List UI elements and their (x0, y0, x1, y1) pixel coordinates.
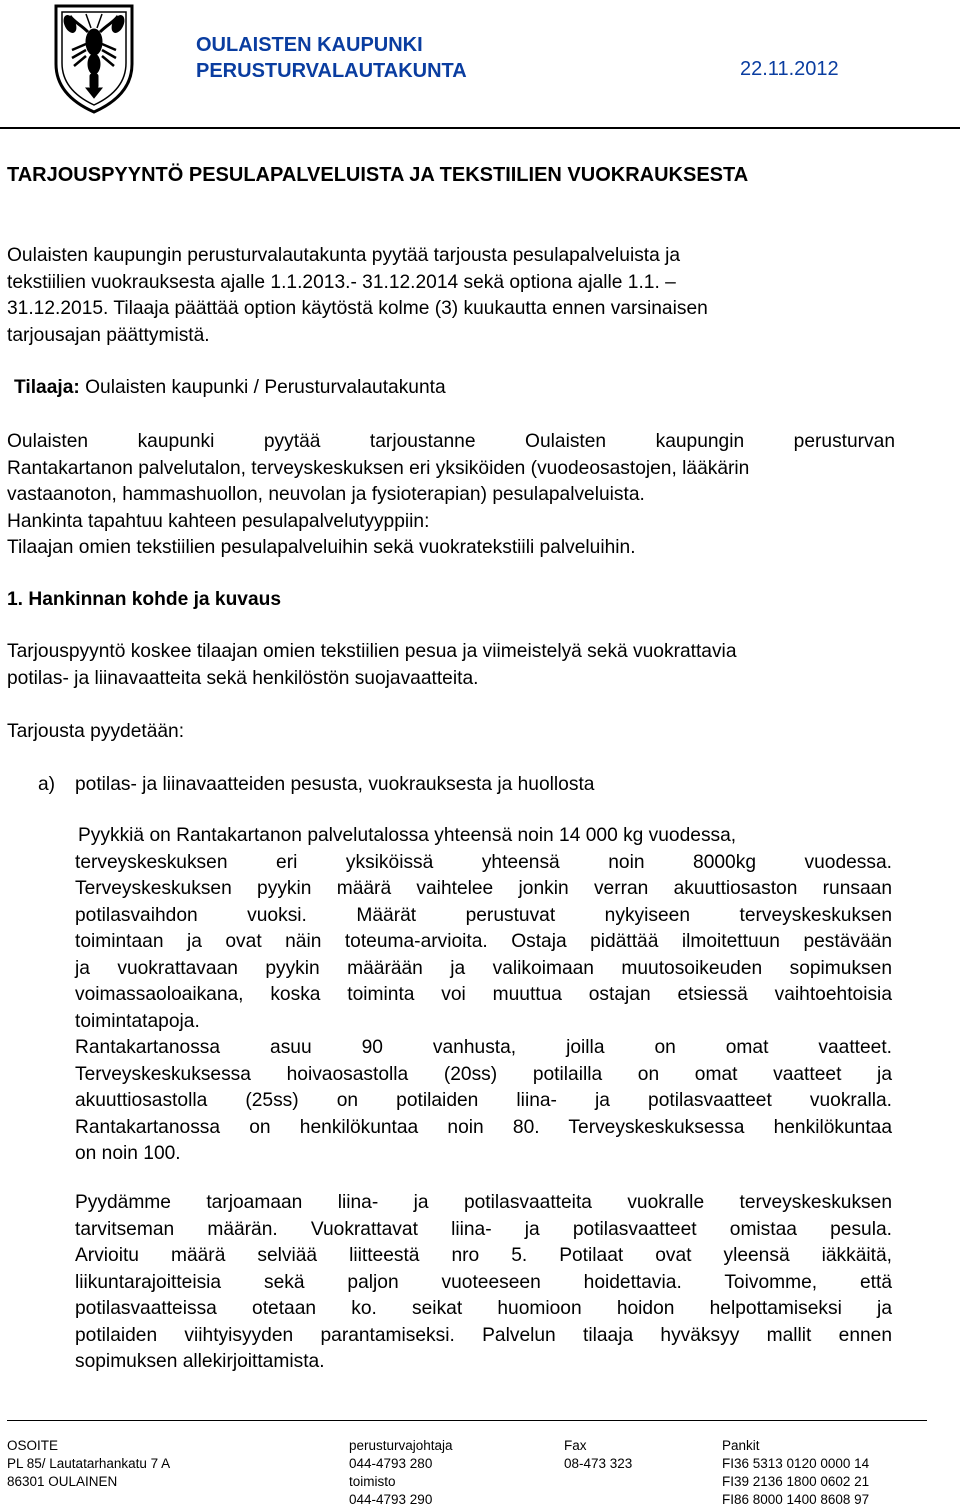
footer-divider (7, 1420, 927, 1421)
section-1-paragraph (7, 639, 897, 692)
intro-line: Oulaisten kaupungin perusturvalautakunta pyytää tarjousta pesulapalveluista ja (7, 245, 681, 266)
section-1-heading: 1. Hankinnan kohde ja kuvaus (7, 589, 282, 610)
document-date: 22.11.2012 (740, 58, 839, 80)
detail-line: liikuntarajoitteisia sekä paljon vuoteeseen hoidettavia. Toivomme, että (75, 1271, 892, 1293)
detail-line: Terveyskeskuksessa hoivaosastolla (20ss) potilailla on omat vaatteet ja (75, 1063, 892, 1085)
footer-banks (722, 1437, 869, 1509)
detail-line: tarvitseman määrän. Vuokrattavat liina- ja potilasvaatteet omistaa pesula. (75, 1218, 892, 1240)
detail-line: Rantakartanossa asuu 90 vanhusta, joilla on omat vaatteet. (75, 1037, 892, 1058)
request-line: Oulaisten kaupunki pyytää tarjoustanne Oulaisten kaupungin perusturvan (7, 431, 895, 452)
office-label: toimisto (349, 1474, 396, 1489)
detail-line: Pyydämme tarjoamaan liina- ja potilasvaatteita vuokralle terveyskeskuksen (75, 1192, 892, 1213)
detail-line: sopimuksen allekirjoittamista. (75, 1351, 325, 1372)
bank-account: FI36 5313 0120 0000 14 (722, 1456, 870, 1471)
banks-label: Pankit (722, 1438, 760, 1453)
crayfish-crest-logo (50, 2, 138, 114)
footer-fax (564, 1437, 632, 1473)
board-name: PERUSTURVALAUTAKUNTA (196, 60, 467, 82)
section-1-line: potilas- ja liinavaatteita sekä henkilöstön suojavaatteita. (7, 667, 479, 689)
request-line: vastaanoton, hammashuollon, neuvolan ja fysioterapian) pesulapalveluista. (7, 484, 645, 505)
detail-line: on noin 100. (75, 1143, 181, 1164)
requested-label: Tarjousta pyydetään: (7, 721, 185, 742)
detail-line: Rantakartanossa on henkilökuntaa noin 80. Terveyskeskuksessa henkilökuntaa (75, 1116, 892, 1138)
fax-label: Fax (564, 1438, 587, 1453)
detail-line: Pyykkiä on Rantakartanon palvelutalossa yhteensä noin 14 000 kg vuodessa, (78, 825, 737, 846)
director-label: perusturvajohtaja (349, 1438, 453, 1453)
request-paragraph (7, 429, 895, 562)
bank-account: FI86 8000 1400 8608 97 (722, 1492, 870, 1507)
detail-line: Terveyskeskuksen pyykin määrä vaihtelee jonkin verran akuuttiosaston runsaan (75, 878, 892, 899)
footer-address (7, 1437, 170, 1491)
intro-line: 31.12.2015. Tilaaja päättää option käytöstä kolme (3) kuukautta ennen varsinaisen (7, 298, 708, 319)
footer-phones (349, 1437, 453, 1509)
fax-number: 08-473 323 (564, 1456, 633, 1471)
item-a-marker: a) (38, 774, 56, 795)
document-title: TARJOUSPYYNTÖ PESULAPALVELUISTA JA TEKSTIILIEN VUOKRAUKSESTA (7, 164, 749, 186)
intro-line: tarjousajan päättymistä. (7, 324, 210, 346)
organization-name: OULAISTEN KAUPUNKI (196, 34, 423, 56)
client-line (14, 375, 446, 402)
address-city: 86301 OULAINEN (7, 1474, 118, 1489)
request-line: Hankinta tapahtuu kahteen pesulapalvelutyyppiin: (7, 510, 430, 532)
detail-line: potilasvaihdon vuoksi. Määrät perustuvat nykyiseen terveyskeskuksen (75, 904, 892, 926)
detail-paragraph-1 (75, 823, 892, 1168)
client-label: Tilaaja: (14, 377, 80, 398)
detail-line: Arvioitu määrä selviää liitteestä nro 5. Potilaat ovat yleensä iäkkäitä, (75, 1245, 892, 1266)
detail-paragraph-2 (75, 1190, 892, 1376)
detail-line: voimassaoloaikana, koska toiminta voi muuttua ostajan etsiessä vaihtoehtoisia (75, 984, 892, 1005)
address-label: OSOITE (7, 1438, 59, 1453)
detail-line: potilasvaatteissa otetaan ko. seikat huomioon hoidon helpottamiseksi ja (75, 1298, 892, 1319)
detail-line: ja vuokrattavaan pyykin määrään ja valikoimaan muutosoikeuden sopimuksen (75, 957, 892, 979)
detail-line: akuuttiosastolla (25ss) on potilaiden liina- ja potilasvaatteet vuokralla. (75, 1090, 892, 1111)
intro-paragraph (7, 243, 877, 349)
request-line: Rantakartanon palvelutalon, terveyskeskuksen eri yksiköiden (vuodeosastojen, lääkärin (7, 457, 750, 479)
director-phone: 044-4793 280 (349, 1456, 433, 1471)
detail-line: potilaiden viihtyisyyden parantamiseksi. Palvelun tilaaja hyväksyy mallit ennen (75, 1324, 892, 1346)
section-1-line: Tarjouspyyntö koskee tilaajan omien tekstiilien pesua ja viimeistelyä sekä vuokrattavia (7, 641, 737, 662)
detail-line: toimintaan ja ovat näin toteuma-arvioita. Ostaja pidättää ilmoitettuun pestävään (75, 931, 892, 952)
item-a-text: potilas- ja liinavaatteiden pesusta, vuokrauksesta ja huollosta (75, 774, 595, 795)
header-divider (0, 127, 960, 129)
address-street: PL 85/ Lautatarhankatu 7 A (7, 1456, 171, 1471)
detail-line: toimintatapoja. (75, 1010, 200, 1032)
detail-line: terveyskeskuksen eri yksiköissä yhteensä noin 8000kg vuodessa. (75, 851, 892, 873)
intro-line: tekstiilien vuokrauksesta ajalle 1.1.2013.- 31.12.2014 sekä optiona ajalle 1.1. – (7, 271, 676, 293)
client-value: Oulaisten kaupunki / Perusturvalautakunta (85, 377, 446, 398)
request-line: Tilaajan omien tekstiilien pesulapalveluihin sekä vuokratekstiili palveluihin. (7, 537, 636, 558)
bank-account: FI39 2136 1800 0602 21 (722, 1474, 870, 1489)
office-phone: 044-4793 290 (349, 1492, 433, 1507)
